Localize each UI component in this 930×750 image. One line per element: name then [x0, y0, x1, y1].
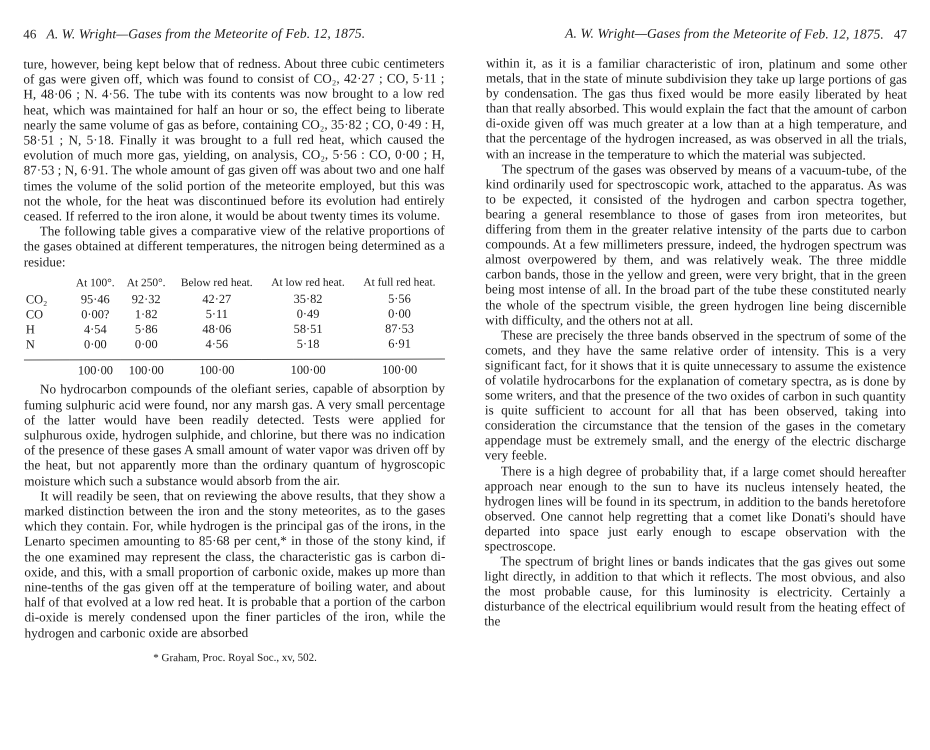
- table-column-header: At 250°.: [126, 276, 166, 290]
- table-cell: 35·82: [293, 292, 323, 307]
- table-totals-row: [24, 359, 445, 378]
- right-body-text: [484, 55, 907, 630]
- table-row: [24, 306, 445, 322]
- paragraph: It will readily be seen, that on reviewing the above results, that they show a marked distinction between the iron and the stony meteorites, as to the gases which they contain. For, while hydrogen is the principal gas of the irons, in the Lenarto specimen amounting to 85·68 per cent,* in those of the stony kind, if the one examined may represent the class, the characteristic gas is carbon di-oxide, and this, with a small proportion of carbonic oxide, makes up more than nine-tenths of the gas given off at the temperature of boiling water, and about half of that evolved at a low red heat. It is probable that a portion of the carbon di-oxide is merely condensed upon the finer particles of the iron, while the hydrogen and carbonic oxide are absorbed: [24, 487, 446, 641]
- left-page: [23, 26, 445, 741]
- left-running-head-title: A. W. Wright—Gases from the Meteorite of Feb. 12, 1875.: [46, 25, 366, 42]
- paragraph: ture, however, being kept below that of redness. About three cubic centimeters of gas were given off, which was found to consist of CO₂, 42·27 ; CO, 5·11 ; H, 48·06 ; N. 4·56. The tube with its contents was now brought to a low red heat, which was maintained for half an hour or so, the effect being to liberate nearly the same volume of gas as before, containing CO₂, 35·82 ; CO, 0·49 : H, 58·51 ; N, 5·18. Finally it was brought to a full red heat, which caused the evolution of much more gas, yielding, on analysis, CO₂, 5·56 : CO, 0·00 ; H, 87·53 ; N, 6·91. The whole amount of gas given off was about two and one half times the volume of the solid portion of the meteorite employed, but this was not the whole, for the heat was discontinued before its evolution had entirely ceased. If referred to the iron alone, it would be about twenty times its volume.: [23, 55, 445, 224]
- left-body-text: [23, 56, 445, 641]
- table-cell: 0·00: [83, 337, 107, 352]
- table-total-cell: 100·00: [70, 360, 121, 378]
- table-cell: 5·18: [296, 337, 320, 352]
- paragraph: No hydrocarbon compounds of the olefiant series, capable of absorption by fuming sulphuric acid were found, nor any marsh gas. A very small percentage of the latter would have been readily detected. Tests were applied for sulphurous oxide, hydrogen sulphide, and chlorine, but there was no indication of the presence of these gases A small amount of water vapor was driven off by the heat, but not apparently more than the ordinary quantum of hygroscopic moisture which such a substance would absorb from the air.: [24, 380, 446, 489]
- table-row-label: N: [25, 337, 35, 352]
- table-row: [24, 336, 445, 352]
- table-corner-cell: [24, 277, 70, 292]
- table-cell: 87·53: [385, 321, 415, 337]
- right-folio: 47: [893, 26, 908, 42]
- table-cell: 0·49: [296, 307, 320, 322]
- table-cell: 0·00: [134, 337, 158, 352]
- paragraph: The spectrum of the gases was observed by means of a vacuum-tube, of the kind ordinarily used for spectroscopic work, attached to the apparatus. As was to be expected, it consisted of the hydrogen and carbon spectra together, bearing a general resemblance to those of gases from iron meteorites, but differing from them in the greater relative intensity of the parts due to carbon compounds. At a few millimeters pressure, indeed, the hydrogen spectrum was almost overpowered by them, and was relatively weak. The three middle carbon bands, those in the yellow and green, were very bright, that in the green being most intense of all. In the broad part of the tube these constituted nearly the whole of the spectrum visible, the green hydrogen line being discernible with difficulty, and the others not at all.: [485, 161, 907, 328]
- table-cell: 1·82: [134, 307, 158, 322]
- table-cell: 42·27: [202, 292, 232, 307]
- paragraph: These are precisely the three bands observed in the spectrum of some of the comets, and they have the same relative order of intensity. This is a very significant fact, for it shows that it is quite unnecessary to assume the existence of volatile hydrocarbons for the explanation of cometary spectra, as is done by some writers, and that the presence of the two oxides of carbon in such quantity is quite sufficient to account for all that has been observed, taking into consideration the circumstance that the tension of the gases in the cometary appendage must be extremely small, and the energy of the electric discharge very feeble.: [484, 327, 907, 463]
- table-cell: 58·51: [293, 322, 323, 337]
- table-total-cell: 100·00: [262, 359, 354, 377]
- table-cell: 92·32: [131, 292, 161, 307]
- paragraph: The following table gives a comparative view of the relative proportions of the gases obtained at different temperatures, the nitrogen being determined as a residue:: [23, 222, 445, 270]
- table-row-label: CO₂: [25, 292, 48, 307]
- left-running-head: [23, 26, 444, 43]
- table-row-label: [24, 360, 70, 378]
- table-row: [24, 291, 445, 307]
- table-cell: 0·00: [388, 306, 411, 322]
- right-page: [484, 25, 907, 740]
- table-column-header: At full red heat.: [363, 276, 436, 289]
- left-folio: 46: [23, 26, 37, 42]
- table-cell: 4·54: [83, 322, 107, 337]
- two-column-spread: [24, 26, 906, 740]
- paragraph: The spectrum of bright lines or bands indicates that the gas gives out some light directly, in addition to that which it reflects. The most obvious, and also the most probable cause, for this luminosity is electricity. Certainly a disturbance of the electrical equilibrium would result from the heating effect of the: [484, 553, 906, 629]
- table-total-cell: 100·00: [121, 359, 172, 377]
- table-cell: 95·46: [80, 292, 110, 307]
- paragraph: There is a high degree of probability that, if a large comet should hereafter approach near enough to the sun to have its nucleus intensely heated, the hydrogen lines will be found in its spectrum, in addition to the bands heretofore observed. One cannot help regretting that a comet like Donati's should have departed into space just early enough to escape observation with the spectroscope.: [484, 462, 906, 554]
- table-cell: 5·56: [388, 291, 411, 307]
- table-cell: 5·86: [134, 322, 158, 337]
- table-cell: 4·56: [205, 337, 229, 352]
- table-column-header: Below red heat.: [180, 276, 253, 289]
- table-total-cell: 100·00: [354, 359, 445, 377]
- table-cell: 6·91: [388, 336, 411, 352]
- table-header-row: [24, 276, 445, 292]
- table-row-label: CO: [25, 307, 44, 322]
- gas-composition-table: [24, 276, 445, 377]
- table-column-header: At 100°.: [75, 277, 115, 290]
- table-column-header: At low red heat.: [271, 276, 345, 289]
- footnote: * Graham, Proc. Royal Soc., xv, 502.: [153, 651, 317, 664]
- table-row-label: H: [25, 322, 35, 337]
- table-cell: 0·00?: [81, 307, 110, 322]
- table-cell: 48·06: [202, 322, 232, 337]
- right-running-head: [486, 25, 907, 42]
- paragraph: within it, as it is a familiar characteristic of iron, platinum and some other metals, that in the state of minute subdivision they take up large portions of gas by condensation. The gas thus fixed would be more easily liberated by heat than that really absorbed. This would explain the fact that the amount of carbon di-oxide given off was much greater at a low than at a high temperature, and that the percentage of the hydrogen increased, as was observed in all the trials, with an increase in the temperature to which the material was subjected.: [485, 55, 908, 163]
- table-cell: 5·11: [205, 307, 228, 322]
- table-row: [24, 321, 445, 337]
- right-running-head-title: A. W. Wright—Gases from the Meteorite of Feb. 12, 1875.: [565, 25, 884, 42]
- table-total-cell: 100·00: [172, 359, 262, 377]
